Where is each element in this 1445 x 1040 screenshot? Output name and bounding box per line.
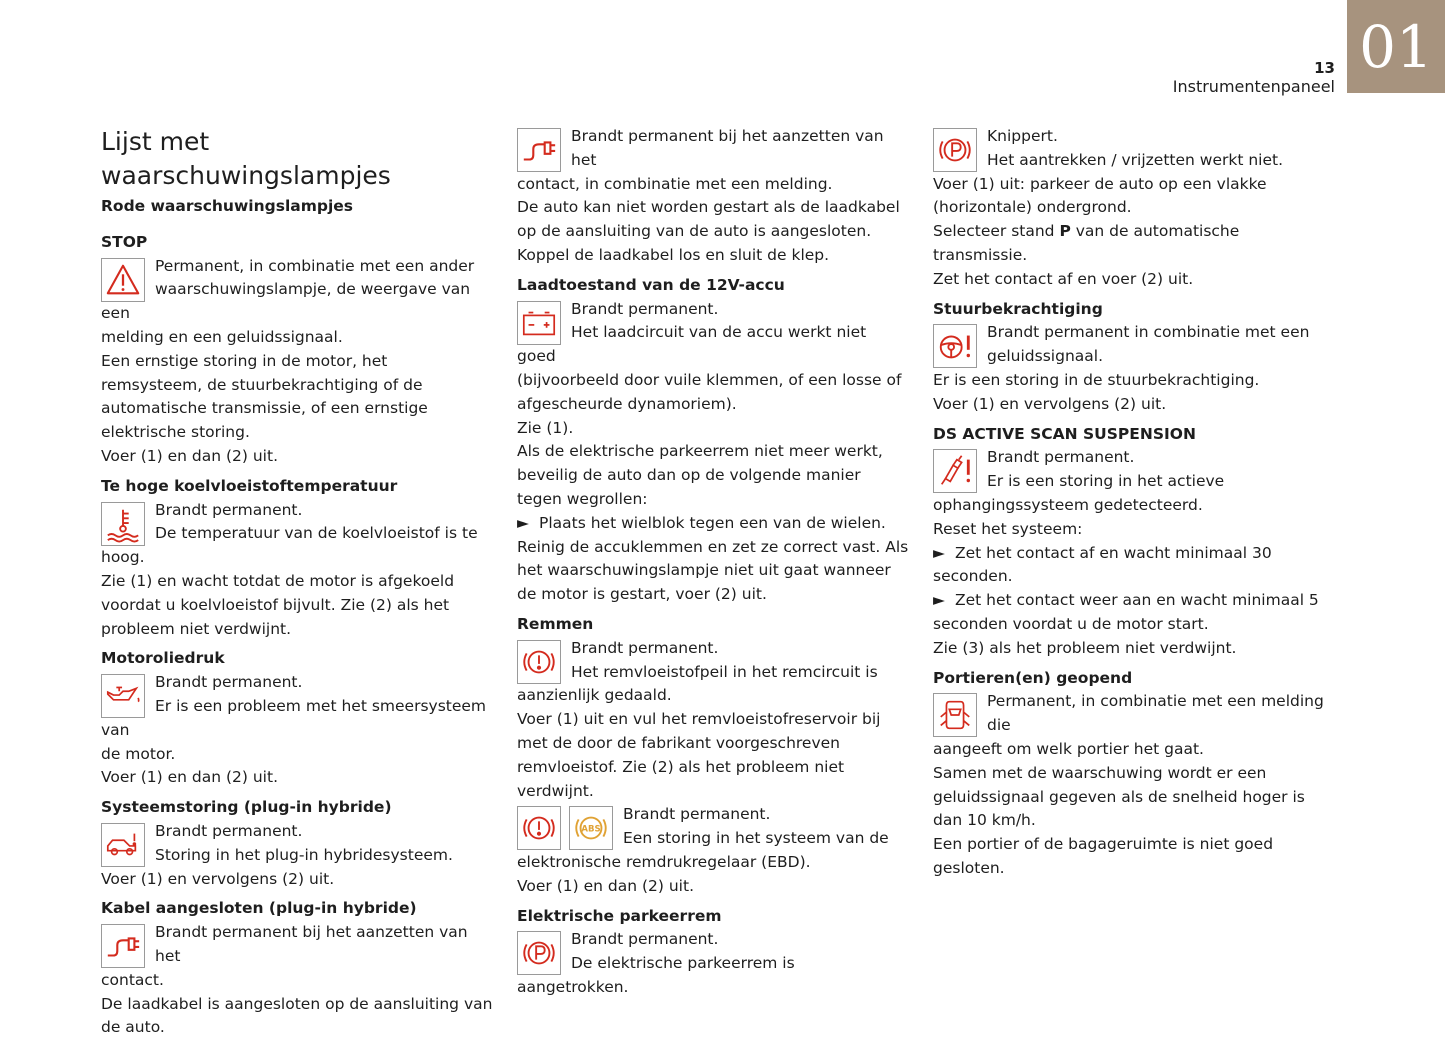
brake-warning-icon <box>517 640 561 684</box>
hybrid-line-2: Storing in het plug-in hybridesysteem. <box>101 844 493 868</box>
suspension-text-3: Zie (3) als het probleem niet verdwijnt. <box>933 637 1333 661</box>
column-1 <box>101 125 493 1040</box>
charging-plug-icon <box>517 128 561 172</box>
chapter-tab <box>1347 0 1445 93</box>
cable-line-1: Brandt permanent bij het aanzetten van het <box>101 921 493 969</box>
stop-line-1: Permanent, in combinatie met een ander <box>101 255 493 279</box>
subtitle: Rode waarschuwingslampjes <box>101 195 493 219</box>
steering-line-1: Brandt permanent in combinatie met een <box>933 321 1333 345</box>
parking2-line-1: Knippert. <box>933 125 1333 149</box>
suspension-warning-icon <box>933 449 977 493</box>
coolant-temperature-icon <box>101 502 145 546</box>
coolant-text-2: Zie (1) en wacht totdat de motor is afgekoeld voordat u koelvloeistof bijvult. Zie (2) als het probleem niet verdwijnt. <box>101 570 493 641</box>
battery-line-2: Het laadcircuit van de accu werkt niet goed <box>517 321 909 369</box>
battery-bullet <box>517 512 909 536</box>
suspension-line-1: Brandt permanent. <box>933 446 1333 470</box>
column-3 <box>933 125 1333 881</box>
page-title: Lijst met waarschuwingslampjes <box>101 125 493 193</box>
abs-label: ABS <box>581 825 600 835</box>
ebd-icons <box>517 806 613 850</box>
parking2-text-2a: Selecteer stand <box>933 222 1059 240</box>
heading-battery: Laadtoestand van de 12V-accu <box>517 274 909 298</box>
suspension-text: ophangingssysteem gedetecteerd. <box>933 494 1333 518</box>
stop-text-2: Een ernstige storing in de motor, het remsysteem, de stuurbekrachtiging of de automatische transmissie, of een ernstige elektrische storing. <box>101 350 493 445</box>
battery-text-2: Zie (1). <box>517 417 909 441</box>
ebd-line-2: Een storing in het systeem van de <box>517 827 909 851</box>
cable2-line-2: contact, in combinatie met een melding. <box>517 173 909 197</box>
heading-stop: STOP <box>101 231 493 255</box>
chapter-number: 01 <box>1347 18 1445 76</box>
suspension-text-2: Reset het systeem: <box>933 518 1333 542</box>
heading-brakes: Remmen <box>517 613 909 637</box>
bullet-arrow-icon: ► <box>933 542 955 566</box>
doors-line-2: aangeeft om welk portier het gaat. <box>933 738 1333 762</box>
suspension-bullet-1-text: Zet het contact af en wacht minimaal 30 seconden. <box>933 544 1272 586</box>
steering-line-2: geluidssignaal. <box>933 345 1333 369</box>
heading-parking: Elektrische parkeerrem <box>517 905 909 929</box>
column-2 <box>517 125 909 1000</box>
heading-doors: Portieren(en) geopend <box>933 667 1333 691</box>
battery-icon <box>517 301 561 345</box>
steering-text: Er is een storing in de stuurbekrachtiging. <box>933 369 1333 393</box>
brakes-text-2: Voer (1) uit en vul het remvloeistofreservoir bij met de door de fabrikant voorgeschreven remvloeistof. Zie (2) als het probleem niet verdwijnt. <box>517 708 909 803</box>
steering-text-2: Voer (1) en vervolgens (2) uit. <box>933 393 1333 417</box>
suspension-bullet-2-text: Zet het contact weer aan en wacht minimaal 5 seconden voordat u de motor start. <box>933 591 1319 633</box>
battery-text-3: Als de elektrische parkeerrem niet meer werkt, beveilig de auto dan op de volgende manier tegen wegrollen: <box>517 440 909 511</box>
battery-text: (bijvoorbeeld door vuile klemmen, of een losse of afgescheurde dynamoriem). <box>517 369 909 417</box>
heading-cable: Kabel aangesloten (plug-in hybride) <box>101 897 493 921</box>
parking2-text-2c: van de automatische transmissie. <box>933 222 1239 264</box>
doors-text-2: Een portier of de bagageruimte is niet goed gesloten. <box>933 833 1333 881</box>
bullet-arrow-icon: ► <box>933 589 955 613</box>
charging-plug-icon <box>101 924 145 968</box>
parking-line-1: Brandt permanent. <box>517 928 909 952</box>
page-number: 13 <box>1314 59 1335 77</box>
cable2-text-2: Koppel de laadkabel los en sluit de klep. <box>517 244 909 268</box>
stop-text-3: Voer (1) en dan (2) uit. <box>101 445 493 469</box>
heading-suspension: DS ACTIVE SCAN SUSPENSION <box>933 423 1333 447</box>
door-open-icon <box>933 693 977 737</box>
abs-icon <box>569 806 613 850</box>
heading-steering: Stuurbekrachtiging <box>933 298 1333 322</box>
stop-line-2: waarschuwingslampje, de weergave van een <box>101 278 493 326</box>
suspension-bullet-2 <box>933 589 1333 637</box>
oil-text-2: Voer (1) en dan (2) uit. <box>101 766 493 790</box>
suspension-bullet-1 <box>933 542 1333 590</box>
section-name: Instrumentenpaneel <box>1173 77 1335 96</box>
oil-text: de motor. <box>101 743 493 767</box>
doors-text: Samen met de waarschuwing wordt er een geluidssignaal gegeven als de snelheid hoger is dan 10 km/h. <box>933 762 1333 833</box>
heading-oil: Motoroliedruk <box>101 647 493 671</box>
hybrid-line-1: Brandt permanent. <box>101 820 493 844</box>
coolant-text: hoog. <box>101 546 493 570</box>
warning-triangle-icon <box>101 258 145 302</box>
parking2-line-2: Het aantrekken / vrijzetten werkt niet. <box>933 149 1333 173</box>
cable2-line-1: Brandt permanent bij het aanzetten van het <box>517 125 909 173</box>
brakes-text: aanzienlijk gedaald. <box>517 684 909 708</box>
ebd-line-1: Brandt permanent. <box>517 803 909 827</box>
cable-line-2: contact. <box>101 969 493 993</box>
heading-coolant: Te hoge koelvloeistoftemperatuur <box>101 475 493 499</box>
battery-line-1: Brandt permanent. <box>517 298 909 322</box>
cable2-text: De auto kan niet worden gestart als de laadkabel op de aansluiting van de auto is aangesloten. <box>517 196 909 244</box>
parking2-text-3: Zet het contact af en voer (2) uit. <box>933 268 1333 292</box>
coolant-line-2: De temperatuur van de koelvloeistof is te <box>101 522 493 546</box>
brakes-line-2: Het remvloeistofpeil in het remcircuit is <box>517 661 909 685</box>
doors-line-1: Permanent, in combinatie met een melding die <box>933 690 1333 738</box>
hybrid-text: Voer (1) en vervolgens (2) uit. <box>101 868 493 892</box>
bullet-arrow-icon: ► <box>517 512 539 536</box>
brakes-line-1: Brandt permanent. <box>517 637 909 661</box>
heading-hybrid: Systeemstoring (plug-in hybride) <box>101 796 493 820</box>
ebd-text: elektronische remdrukregelaar (EBD). <box>517 851 909 875</box>
oil-can-icon <box>101 674 145 718</box>
hybrid-car-fault-icon <box>101 823 145 867</box>
parking-line-2: De elektrische parkeerrem is aangetrokken. <box>517 952 909 1000</box>
stop-text: melding en een geluidssignaal. <box>101 326 493 350</box>
parking2-text-2 <box>933 220 1333 268</box>
oil-line-2: Er is een probleem met het smeersysteem van <box>101 695 493 743</box>
parking-brake-icon <box>517 931 561 975</box>
battery-bullet-text: Plaats het wielblok tegen een van de wielen. <box>539 514 886 532</box>
brake-warning-icon <box>517 806 561 850</box>
coolant-line-1: Brandt permanent. <box>101 499 493 523</box>
gear-p-label: P <box>1059 222 1070 240</box>
ebd-text-2: Voer (1) en dan (2) uit. <box>517 875 909 899</box>
battery-text-4: Reinig de accuklemmen en zet ze correct vast. Als het waarschuwingslampje niet uit gaat wanneer de motor is gestart, voer (2) uit. <box>517 536 909 607</box>
parking-brake-icon <box>933 128 977 172</box>
suspension-line-2: Er is een storing in het actieve <box>933 470 1333 494</box>
cable-text: De laadkabel is aangesloten op de aansluiting van de auto. <box>101 993 493 1040</box>
parking2-text: Voer (1) uit: parkeer de auto op een vlakke (horizontale) ondergrond. <box>933 173 1333 221</box>
steering-wheel-warning-icon <box>933 324 977 368</box>
oil-line-1: Brandt permanent. <box>101 671 493 695</box>
